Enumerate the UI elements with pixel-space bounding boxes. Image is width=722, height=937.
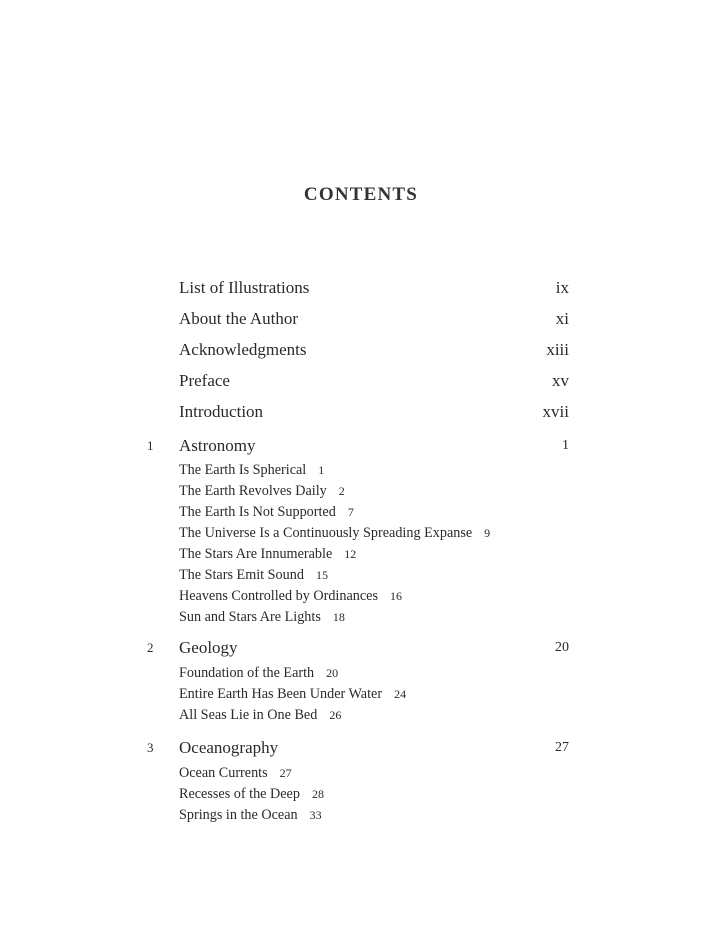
- toc-entry-label: Preface: [179, 371, 230, 390]
- toc-entry[interactable]: [179, 340, 569, 364]
- section-label: All Seas Lie in One Bed: [179, 707, 318, 723]
- section-label: The Stars Emit Sound: [179, 567, 304, 583]
- toc-entry-label: Introduction: [179, 402, 264, 421]
- chapter-page: 27: [555, 740, 569, 755]
- section-entry[interactable]: [179, 588, 402, 605]
- section-label: Springs in the Ocean: [179, 807, 298, 823]
- section-page: 1: [318, 463, 325, 477]
- chapter-title: Geology: [179, 638, 238, 657]
- section-page: 27: [279, 766, 292, 780]
- toc-entry-label: List of Illustrations: [179, 278, 310, 297]
- toc-entry-page: xv: [552, 371, 569, 390]
- section-label: Ocean Currents: [179, 765, 268, 781]
- chapter-heading[interactable]: [147, 738, 569, 762]
- page-title: CONTENTS: [303, 184, 419, 205]
- chapter-number: 1: [147, 438, 154, 453]
- section-entry[interactable]: [179, 765, 292, 782]
- chapter-title: Oceanography: [179, 738, 279, 757]
- section-page: 20: [326, 666, 339, 680]
- section-page: 15: [315, 568, 328, 582]
- section-page: 33: [309, 808, 322, 822]
- section-page: 24: [394, 687, 407, 701]
- section-entry[interactable]: [179, 525, 490, 542]
- section-label: Foundation of the Earth: [179, 665, 315, 681]
- toc-entry[interactable]: [179, 309, 569, 333]
- toc-entry-label: About the Author: [179, 309, 298, 328]
- chapter-heading[interactable]: [147, 436, 569, 460]
- toc-entry-label: Acknowledgments: [179, 340, 307, 359]
- section-entry[interactable]: [179, 707, 341, 724]
- section-entry[interactable]: [179, 786, 324, 803]
- section-entry[interactable]: [179, 462, 324, 479]
- section-page: 18: [332, 610, 345, 624]
- section-entry[interactable]: [179, 807, 322, 824]
- section-entry[interactable]: [179, 546, 356, 563]
- toc-entry[interactable]: [179, 402, 569, 426]
- toc-entry-page: xiii: [546, 340, 569, 359]
- toc-entry-page: xi: [555, 309, 569, 328]
- section-label: Recesses of the Deep: [179, 786, 300, 802]
- section-entry[interactable]: [179, 504, 354, 521]
- toc-entry[interactable]: [179, 371, 569, 395]
- chapter-number: 2: [147, 640, 154, 655]
- section-entry[interactable]: [179, 483, 345, 500]
- section-page: 26: [329, 708, 342, 722]
- section-label: The Earth Revolves Daily: [179, 483, 327, 499]
- section-page: 2: [338, 484, 345, 498]
- section-page: 16: [389, 589, 402, 603]
- section-label: The Universe Is a Continuously Spreading Expanse: [179, 525, 473, 541]
- chapter-heading[interactable]: [147, 638, 569, 662]
- section-page: 28: [311, 787, 324, 801]
- section-entry[interactable]: [179, 567, 328, 584]
- chapter-page: 20: [555, 640, 569, 655]
- section-label: Sun and Stars Are Lights: [179, 609, 321, 625]
- section-label: Entire Earth Has Been Under Water: [179, 686, 383, 702]
- section-label: The Earth Is Not Supported: [179, 504, 336, 520]
- section-page: 12: [344, 547, 357, 561]
- chapter-page: 1: [562, 438, 569, 453]
- toc-entry-page: xvii: [542, 402, 569, 421]
- toc-entry-page: ix: [555, 278, 569, 297]
- section-label: The Earth Is Spherical: [179, 462, 307, 478]
- section-page: 7: [347, 505, 354, 519]
- section-page: 9: [484, 526, 491, 540]
- chapter-title: Astronomy: [179, 436, 256, 455]
- section-entry[interactable]: [179, 609, 345, 626]
- section-entry[interactable]: [179, 686, 406, 703]
- section-entry[interactable]: [179, 665, 338, 682]
- section-label: Heavens Controlled by Ordinances: [179, 588, 378, 604]
- toc-entry[interactable]: [179, 278, 569, 302]
- section-label: The Stars Are Innumerable: [179, 546, 333, 562]
- chapter-number: 3: [147, 740, 154, 755]
